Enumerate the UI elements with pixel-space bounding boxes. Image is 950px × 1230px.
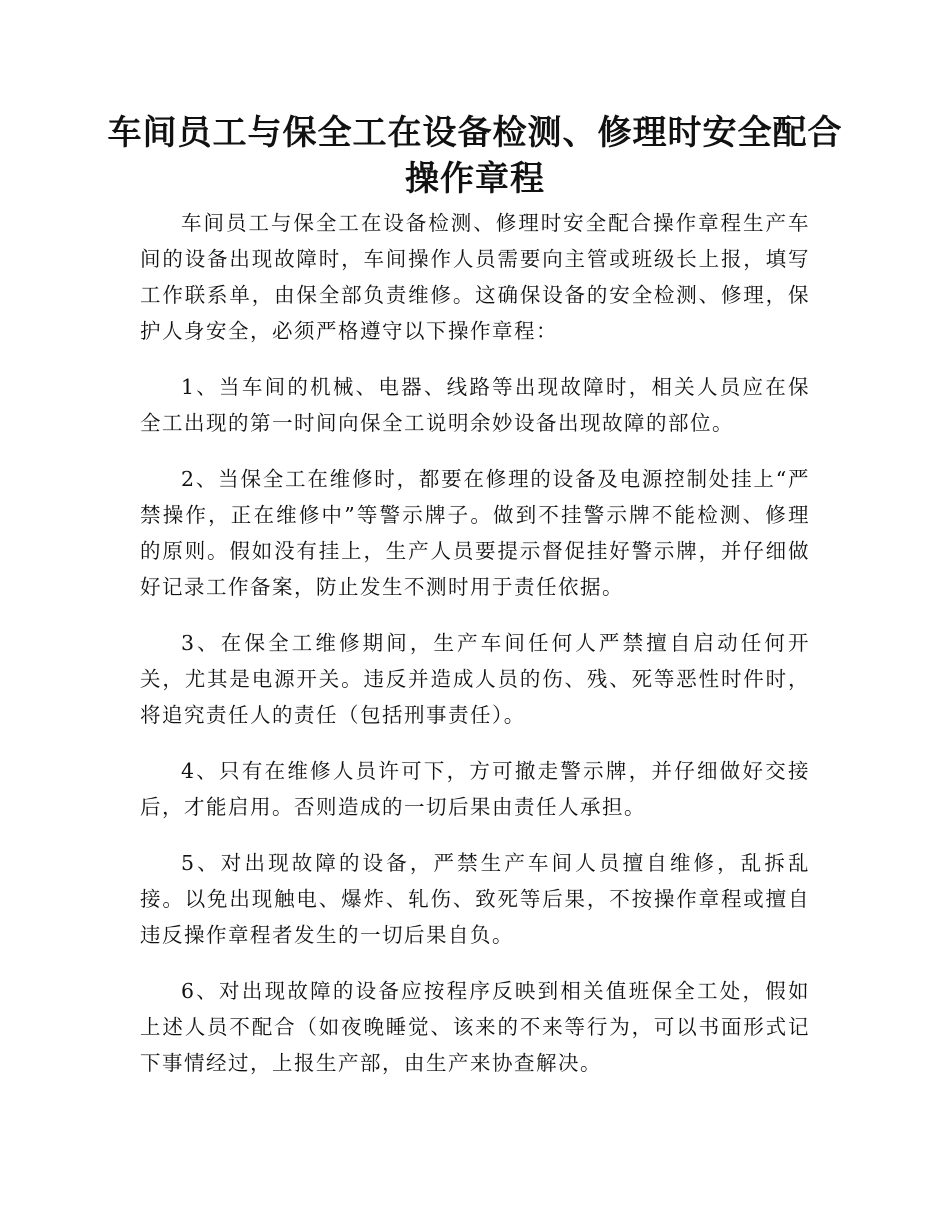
rule-paragraph-6: 6、对出现故障的设备应按程序反映到相关值班保全工处，假如上述人员不配合（如夜晚睡觉、该来的不来等行为，可以书面形式记下事情经过，上报生产部，由生产来协查解决。 xyxy=(140,979,810,1075)
document-title xyxy=(100,110,850,202)
title-line-1: 车间员工与保全工在设备检测、修理时安全配合 xyxy=(107,113,843,153)
rule-paragraph-3: 3、在保全工维修期间，生产车间任何人严禁擅自启动任何开关，尤其是电源开关。违反并造成人员的伤、残、死等恶性时件时，将追究责任人的责任（包括刑事责任）。 xyxy=(140,631,810,727)
rule-paragraph-4: 4、只有在维修人员许可下，方可撤走警示牌，并仔细做好交接后，才能启用。否则造成的一切后果由责任人承担。 xyxy=(140,759,810,819)
rule-paragraph-2: 2、当保全工在维修时，都要在修理的设备及电源控制处挂上“严禁操作，正在维修中”等警示牌子。做到不挂警示牌不能检测、修理的原则。假如没有挂上，生产人员要提示督促挂好警示牌，并仔细做好记录工作备案，防止发生不测时用于责任依据。 xyxy=(140,467,810,599)
intro-paragraph: 车间员工与保全工在设备检测、修理时安全配合操作章程生产车间的设备出现故障时，车间操作人员需要向主管或班级长上报，填写工作联系单，由保全部负责维修。这确保设备的安全检测、修理，保护人身安全，必须严格遵守以下操作章程： xyxy=(140,211,810,343)
rule-paragraph-5: 5、对出现故障的设备，严禁生产车间人员擅自维修，乱拆乱接。以免出现触电、爆炸、轧伤、致死等后果，不按操作章程或擅自违反操作章程者发生的一切后果自负。 xyxy=(140,851,810,947)
document-body xyxy=(140,205,810,1101)
rule-paragraph-1: 1、当车间的机械、电器、线路等出现故障时，相关人员应在保全工出现的第一时间向保全工说明余妙设备出现故障的部位。 xyxy=(140,375,810,435)
title-line-2: 操作章程 xyxy=(405,159,545,199)
